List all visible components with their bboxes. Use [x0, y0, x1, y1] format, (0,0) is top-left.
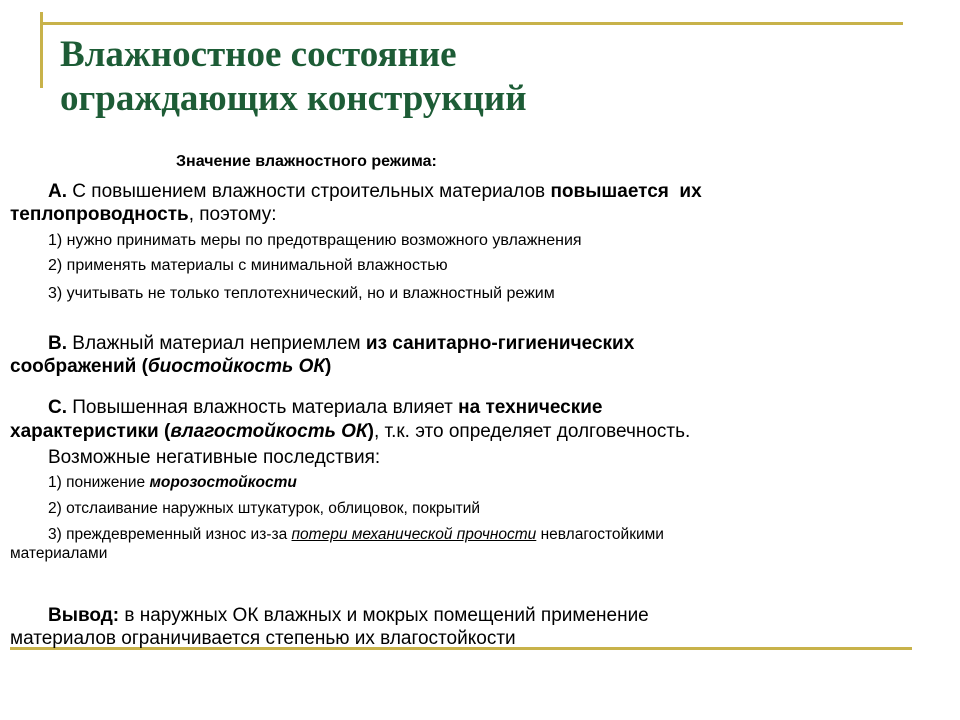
paragraph-b-letter: В.: [48, 333, 67, 354]
left-accent-line: [40, 12, 43, 88]
paragraph-b-text: Влажный материал неприемлем: [67, 333, 366, 354]
list-item-c-3-text: 3) преждевременный износ из-за: [48, 526, 292, 543]
conclusion-line-2: материалов ограничивается степенью их влагостойкости: [10, 628, 516, 649]
paragraph-c-emphasis: на технические: [458, 397, 603, 418]
list-item-c-2: 2) отслаивание наружных штукатурок, облицовок, покрытий: [48, 500, 481, 517]
paragraph-a-line-1: [48, 181, 702, 203]
list-item-a-2: 2) применять материалы с минимальной влажностью: [48, 257, 448, 274]
paragraph-a-emphasis: повышается их: [550, 181, 702, 202]
list-item-c-1-text: 1) понижение: [48, 474, 150, 491]
paragraph-b-emphasis-2: соображений (: [10, 356, 148, 377]
paragraph-c-text-2: , т.к. это определяет долговечность.: [373, 421, 691, 442]
paragraph-b-emphasis-3: ): [325, 356, 332, 377]
paragraph-a-line-2: [10, 204, 277, 226]
list-item-a-3: 3) учитывать не только теплотехнический, но и влажностный режим: [48, 285, 555, 302]
paragraph-a-emphasis-2: теплопроводность: [10, 204, 189, 225]
list-item-c-3-link[interactable]: потери механической прочности: [291, 526, 537, 543]
list-item-c-3-tail: невлагостойкими: [536, 526, 664, 543]
paragraph-c-letter: С.: [48, 397, 67, 418]
slide-title: [60, 33, 920, 121]
paragraph-c-emphasis-3: ): [367, 421, 374, 442]
paragraph-b-line-1: [48, 333, 634, 355]
conclusion-line-1: [48, 605, 649, 627]
paragraph-c-italic: влагостойкость ОК: [170, 421, 368, 442]
paragraph-c-line-2: [10, 421, 690, 443]
paragraph-c-emphasis-2: характеристики (: [10, 421, 171, 442]
list-item-c-1-emphasis: морозостойкости: [149, 474, 297, 491]
paragraph-c-text: Повышенная влажность материала влияет: [67, 397, 459, 418]
paragraph-c-line-1: [48, 397, 603, 419]
paragraph-b-line-2: [10, 356, 331, 378]
paragraph-a-letter: А.: [48, 181, 67, 202]
title-line-1: Влажностное состояние: [60, 34, 457, 75]
paragraph-b-emphasis: из санитарно-гигиенических: [365, 333, 635, 354]
top-accent-line: [40, 22, 903, 25]
paragraph-a-text: С повышением влажности строительных материалов: [67, 181, 551, 202]
conclusion-text: в наружных ОК влажных и мокрых помещений применение: [119, 605, 649, 626]
paragraph-a-text-2: , поэтому:: [188, 204, 277, 225]
list-item-c-3: [48, 525, 664, 544]
list-item-a-1: 1) нужно принимать меры по предотвращению возможного увлажнения: [48, 232, 582, 249]
paragraph-b-italic: биостойкость ОК: [147, 356, 326, 377]
list-item-c-3-line-2: материалами: [10, 545, 108, 562]
list-item-c-1: [48, 473, 297, 492]
title-line-2: ограждающих конструкций: [60, 78, 527, 119]
consequences-heading: Возможные негативные последствия:: [48, 447, 381, 468]
section-subtitle: Значение влажностного режима:: [176, 153, 437, 170]
conclusion-label: Вывод:: [48, 605, 120, 626]
